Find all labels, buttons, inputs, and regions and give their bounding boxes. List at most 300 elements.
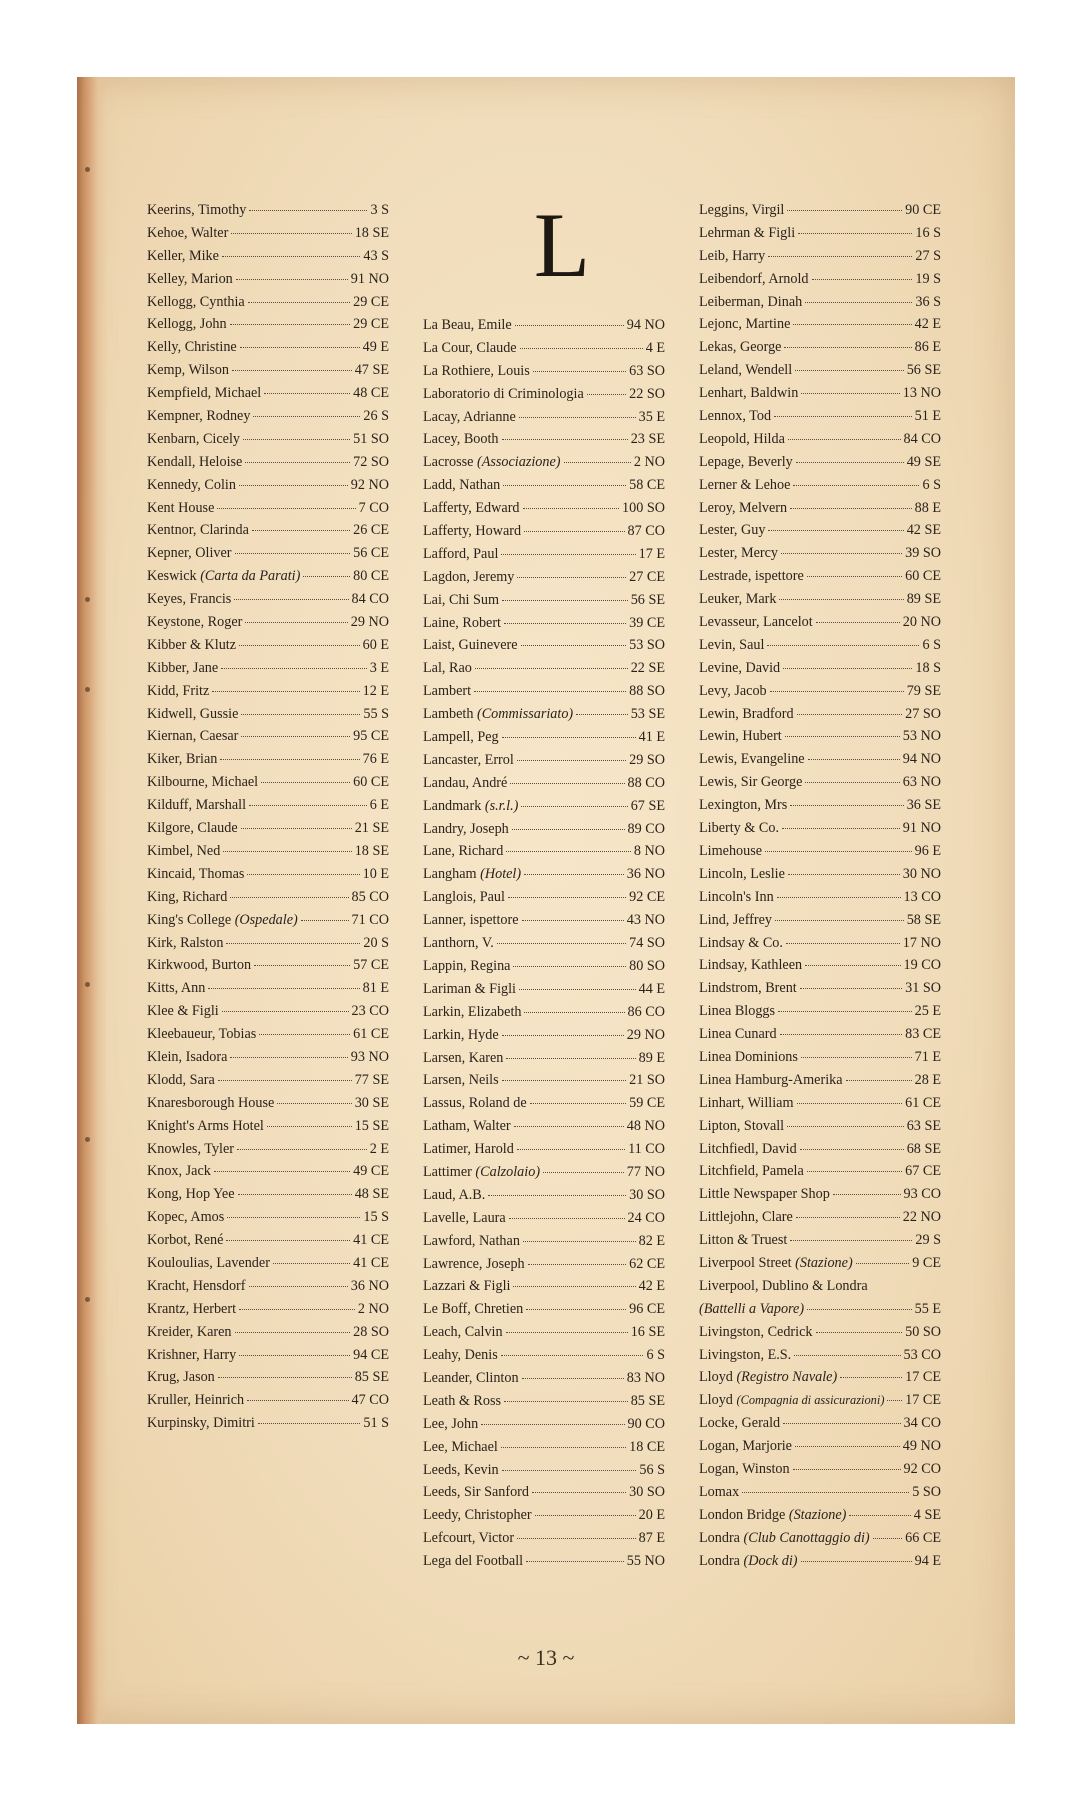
dot-leader bbox=[797, 1103, 903, 1104]
index-entry bbox=[699, 359, 941, 382]
dot-leader bbox=[800, 1149, 904, 1150]
entry-map-reference: 9 CE bbox=[912, 1254, 941, 1271]
entry-name-text: Londra bbox=[699, 1529, 740, 1546]
entry-name bbox=[699, 1023, 777, 1046]
entry-name-text: Ladd, Nathan bbox=[423, 477, 501, 494]
dot-leader bbox=[526, 1561, 624, 1562]
entry-name bbox=[423, 1207, 506, 1230]
dot-leader bbox=[517, 577, 626, 578]
index-entry bbox=[423, 886, 665, 909]
dot-leader bbox=[787, 1126, 904, 1127]
entry-map-reference: 94 NO bbox=[626, 317, 665, 333]
entry-name-text: Latham, Walter bbox=[423, 1118, 511, 1135]
dot-leader bbox=[782, 828, 900, 829]
entry-name-text: Kimbel, Ned bbox=[147, 842, 221, 859]
entry-name-text: Kibber & Klutz bbox=[147, 636, 237, 653]
entry-qualifier: (Stazione) bbox=[788, 1506, 847, 1523]
entry-name bbox=[147, 680, 209, 703]
dot-leader bbox=[796, 462, 904, 463]
entry-map-reference: 42 SE bbox=[906, 522, 941, 539]
dot-leader bbox=[488, 1195, 626, 1196]
entry-map-reference: 23 CO bbox=[351, 1003, 389, 1020]
entry-name bbox=[147, 199, 246, 222]
dot-leader bbox=[808, 759, 900, 760]
entry-name-text: Lehrman & Figli bbox=[699, 224, 796, 241]
entry-name-text: Levine, David bbox=[699, 659, 781, 676]
entry-map-reference: 85 SE bbox=[354, 1369, 389, 1386]
entry-name-text: La Beau, Emile bbox=[423, 317, 512, 333]
index-entry bbox=[423, 1459, 665, 1482]
index-entry bbox=[699, 1481, 941, 1504]
entry-name-text: Landmark bbox=[423, 797, 482, 814]
stain-mark bbox=[85, 1137, 90, 1142]
entry-name bbox=[147, 1183, 235, 1206]
entry-map-reference: 89 E bbox=[638, 1049, 665, 1066]
index-column-2 bbox=[423, 314, 665, 1573]
dot-leader bbox=[232, 370, 352, 371]
entry-map-reference: 86 CO bbox=[627, 1003, 665, 1020]
entry-name bbox=[699, 1229, 787, 1252]
entry-map-reference: 49 SE bbox=[906, 453, 941, 470]
entry-map-reference: 18 CE bbox=[629, 1438, 665, 1455]
entry-name bbox=[147, 1275, 246, 1298]
stain-mark bbox=[85, 1297, 90, 1302]
dot-leader bbox=[564, 462, 631, 463]
index-entry bbox=[147, 1252, 389, 1275]
dot-leader bbox=[801, 393, 899, 394]
entry-name-text: Lewis, Sir George bbox=[699, 774, 803, 791]
index-entry bbox=[699, 611, 941, 634]
dot-leader bbox=[512, 829, 625, 830]
entry-name bbox=[423, 1504, 532, 1527]
entry-name bbox=[699, 1458, 790, 1481]
dot-leader bbox=[805, 965, 900, 966]
index-entry bbox=[147, 817, 389, 840]
entry-map-reference: 55 S bbox=[363, 705, 389, 722]
index-entry bbox=[423, 955, 665, 978]
index-entry bbox=[423, 1298, 665, 1321]
entry-name bbox=[423, 886, 505, 909]
entry-map-reference: 88 E bbox=[914, 499, 941, 516]
index-entry bbox=[699, 680, 941, 703]
entry-map-reference: 88 SO bbox=[629, 683, 665, 700]
dot-leader bbox=[833, 1194, 901, 1195]
entry-name-text: Levy, Jacob bbox=[699, 682, 767, 699]
entry-name-text: Livingston, Cedrick bbox=[699, 1323, 813, 1340]
index-entry bbox=[423, 795, 665, 818]
dot-leader bbox=[227, 1217, 360, 1218]
entry-map-reference: 51 SO bbox=[353, 430, 389, 447]
entry-name-text: Lariman & Figli bbox=[423, 980, 516, 997]
entry-name-text: Klee & Figli bbox=[147, 1003, 219, 1020]
dot-leader bbox=[249, 210, 367, 211]
entry-qualifier: (Associazione) bbox=[476, 454, 561, 471]
dot-leader bbox=[267, 1126, 352, 1127]
dot-leader bbox=[533, 371, 626, 372]
entry-name bbox=[147, 840, 220, 863]
entry-map-reference: 62 CE bbox=[629, 1255, 665, 1272]
entry-name-text: Kellogg, John bbox=[147, 316, 227, 333]
entry-name bbox=[699, 245, 765, 268]
entry-name-text: Kiernan, Caesar bbox=[147, 728, 239, 745]
entry-map-reference: 29 SO bbox=[629, 751, 665, 768]
entry-name-text: Laboratorio di Criminologia bbox=[423, 385, 584, 402]
index-entry bbox=[423, 1047, 665, 1070]
index-entry bbox=[147, 245, 389, 268]
entry-name-text: Kirk, Ralston bbox=[147, 934, 224, 951]
entry-name bbox=[423, 932, 494, 955]
entry-name-text: Krishner, Harry bbox=[147, 1346, 237, 1363]
entry-map-reference: 29 NO bbox=[626, 1026, 665, 1043]
entry-name bbox=[147, 1069, 215, 1092]
entry-map-reference: 2 E bbox=[369, 1140, 389, 1157]
entry-name bbox=[699, 1115, 784, 1138]
dot-leader bbox=[777, 897, 901, 898]
entry-map-reference: 57 CE bbox=[353, 957, 389, 974]
entry-name bbox=[423, 1436, 498, 1459]
entry-name bbox=[147, 1046, 227, 1069]
entry-name bbox=[147, 382, 261, 405]
dot-leader bbox=[239, 1355, 350, 1356]
dot-leader bbox=[222, 1011, 349, 1012]
index-entry bbox=[147, 359, 389, 382]
entry-name bbox=[699, 382, 798, 405]
entry-name bbox=[147, 1092, 274, 1115]
entry-name bbox=[147, 932, 223, 955]
entry-name bbox=[423, 1344, 498, 1367]
dot-leader bbox=[775, 920, 904, 921]
index-entry bbox=[699, 1252, 941, 1275]
entry-map-reference: 42 E bbox=[914, 316, 941, 333]
entry-map-reference: 13 CO bbox=[903, 888, 941, 905]
dot-leader bbox=[234, 599, 348, 600]
dot-leader bbox=[513, 1286, 635, 1287]
entry-name-text: Linhart, William bbox=[699, 1094, 794, 1111]
entry-map-reference: 42 E bbox=[638, 1278, 665, 1295]
index-entry bbox=[423, 1001, 665, 1024]
entry-map-reference: 96 CE bbox=[629, 1301, 665, 1318]
dot-leader bbox=[526, 1309, 626, 1310]
entry-name-text: La Rothiere, Louis bbox=[423, 362, 530, 379]
dot-leader bbox=[212, 691, 359, 692]
dot-leader bbox=[506, 851, 631, 852]
entry-name bbox=[423, 1459, 499, 1482]
entry-map-reference: 20 S bbox=[363, 934, 389, 951]
dot-leader bbox=[230, 897, 348, 898]
index-entry bbox=[423, 978, 665, 1001]
entry-name bbox=[699, 451, 793, 474]
dot-leader bbox=[797, 714, 903, 715]
entry-map-reference: 93 CO bbox=[903, 1186, 941, 1203]
dot-leader bbox=[532, 1492, 626, 1493]
entry-map-reference: 30 SO bbox=[629, 1186, 665, 1203]
entry-name bbox=[423, 474, 500, 497]
entry-map-reference: 29 CE bbox=[353, 293, 389, 310]
index-entry bbox=[147, 313, 389, 336]
entry-map-reference: 20 E bbox=[638, 1507, 665, 1524]
entry-name bbox=[423, 337, 517, 360]
dot-leader bbox=[790, 805, 903, 806]
dot-leader bbox=[798, 233, 912, 234]
entry-map-reference: 26 S bbox=[363, 408, 389, 425]
entry-name-text: Levasseur, Lancelot bbox=[699, 614, 813, 631]
entry-name-text: Leach, Calvin bbox=[423, 1324, 503, 1341]
dot-leader bbox=[524, 1012, 624, 1013]
index-entry bbox=[147, 932, 389, 955]
dot-leader bbox=[887, 1400, 902, 1401]
entry-map-reference: 2 NO bbox=[633, 454, 665, 471]
entry-name bbox=[147, 542, 232, 565]
index-entry bbox=[699, 909, 941, 932]
dot-leader bbox=[241, 828, 352, 829]
entry-name-text: King's College bbox=[147, 911, 232, 928]
index-entry bbox=[147, 1000, 389, 1023]
entry-map-reference: 84 CO bbox=[351, 591, 389, 608]
entry-map-reference: 10 E bbox=[362, 865, 389, 882]
dot-leader bbox=[519, 989, 636, 990]
entry-name-text: Knaresborough House bbox=[147, 1094, 275, 1111]
stain-mark bbox=[85, 597, 90, 602]
index-entry bbox=[423, 1207, 665, 1230]
index-entry bbox=[147, 1023, 389, 1046]
index-entry bbox=[699, 1206, 941, 1229]
entry-name-text: Lacay, Adrianne bbox=[423, 408, 516, 425]
entry-name-text: Lindstrom, Brent bbox=[699, 980, 797, 997]
entry-map-reference: 41 CE bbox=[353, 1254, 389, 1271]
section-letter: L bbox=[533, 194, 591, 296]
dot-leader bbox=[503, 485, 626, 486]
dot-leader bbox=[535, 1515, 636, 1516]
entry-map-reference: 13 NO bbox=[902, 385, 941, 402]
entry-name bbox=[147, 725, 238, 748]
entry-map-reference: 60 CE bbox=[905, 568, 941, 585]
entry-map-reference: 51 S bbox=[363, 1415, 389, 1432]
index-entry bbox=[423, 863, 665, 886]
entry-name-text: Lestrade, ispettore bbox=[699, 568, 804, 585]
index-entry bbox=[423, 772, 665, 795]
dot-leader bbox=[208, 988, 359, 989]
entry-name bbox=[147, 1389, 244, 1412]
dot-leader bbox=[528, 1264, 626, 1265]
dot-leader bbox=[277, 1103, 351, 1104]
entry-map-reference: 29 S bbox=[915, 1232, 941, 1249]
entry-name-text: Leahy, Denis bbox=[423, 1347, 498, 1364]
index-entry bbox=[147, 1138, 389, 1161]
entry-name bbox=[147, 222, 228, 245]
index-entry bbox=[699, 428, 941, 451]
index-entry bbox=[699, 313, 941, 336]
index-entry bbox=[699, 588, 941, 611]
index-entry bbox=[699, 1275, 941, 1298]
index-entry bbox=[147, 909, 389, 932]
entry-name bbox=[147, 565, 300, 588]
entry-name-text: London Bridge bbox=[699, 1506, 786, 1523]
entry-map-reference: 96 E bbox=[914, 842, 941, 859]
entry-qualifier: (Calzolaio) bbox=[475, 1163, 541, 1180]
entry-name bbox=[423, 406, 516, 429]
entry-name bbox=[699, 1298, 804, 1321]
entry-map-reference: 85 SE bbox=[630, 1392, 665, 1409]
entry-qualifier: (s.r.l.) bbox=[484, 797, 519, 814]
dot-leader bbox=[779, 599, 903, 600]
entry-map-reference: 5 SO bbox=[912, 1483, 941, 1500]
entry-name bbox=[699, 1527, 870, 1550]
entry-name bbox=[699, 405, 771, 428]
entry-map-reference: 36 SE bbox=[906, 797, 941, 814]
index-entry bbox=[423, 1024, 665, 1047]
entry-name-text: Lindsay & Co. bbox=[699, 934, 783, 951]
entry-name bbox=[699, 703, 794, 726]
entry-name-text: Larkin, Elizabeth bbox=[423, 1003, 522, 1020]
stain-mark bbox=[85, 982, 90, 987]
entry-map-reference: 66 CE bbox=[905, 1529, 941, 1546]
entry-name-text: Lewis, Evangeline bbox=[699, 751, 805, 768]
entry-name bbox=[147, 1252, 270, 1275]
entry-name bbox=[423, 1321, 503, 1344]
index-entry bbox=[699, 1229, 941, 1252]
entry-name bbox=[423, 1550, 523, 1573]
entry-name-text: Laine, Robert bbox=[423, 614, 502, 631]
entry-map-reference: 95 CE bbox=[353, 728, 389, 745]
index-entry bbox=[147, 1092, 389, 1115]
index-entry bbox=[699, 1366, 941, 1389]
dot-leader bbox=[245, 622, 347, 623]
entry-qualifier: (Carta da Parati) bbox=[200, 568, 301, 585]
entry-name bbox=[147, 1138, 234, 1161]
dot-leader bbox=[474, 691, 626, 692]
index-column-1 bbox=[147, 199, 389, 1435]
index-entry bbox=[423, 1436, 665, 1459]
entry-name-text: Linea Cunard bbox=[699, 1026, 777, 1043]
entry-name bbox=[423, 840, 503, 863]
entry-name-text: Kilgore, Claude bbox=[147, 820, 238, 837]
entry-name-text: Lanner, ispettore bbox=[423, 912, 519, 929]
index-entry bbox=[147, 1069, 389, 1092]
entry-name bbox=[423, 657, 472, 680]
dot-leader bbox=[245, 462, 350, 463]
index-entry bbox=[423, 726, 665, 749]
entry-name-text: Lappin, Regina bbox=[423, 957, 511, 974]
dot-leader bbox=[502, 737, 636, 738]
entry-name-text: Kouloulias, Lavender bbox=[147, 1254, 270, 1271]
entry-map-reference: 43 S bbox=[363, 247, 389, 264]
entry-name-text: Keerins, Timothy bbox=[147, 202, 247, 218]
index-entry bbox=[423, 1481, 665, 1504]
dot-leader bbox=[517, 1149, 625, 1150]
entry-name bbox=[423, 1413, 478, 1436]
index-entry bbox=[147, 428, 389, 451]
entry-name bbox=[423, 1390, 501, 1413]
dot-leader bbox=[230, 1057, 347, 1058]
entry-name-text: Linea Hamburg-Amerika bbox=[699, 1071, 843, 1088]
entry-map-reference: 30 SE bbox=[354, 1094, 389, 1111]
entry-map-reference: 77 NO bbox=[626, 1163, 665, 1180]
entry-map-reference: 41 CE bbox=[353, 1232, 389, 1249]
index-entry bbox=[147, 519, 389, 542]
entry-map-reference: 76 E bbox=[362, 751, 389, 768]
dot-leader bbox=[543, 1172, 624, 1173]
entry-name bbox=[699, 1000, 775, 1023]
dot-leader bbox=[765, 851, 912, 852]
dot-leader bbox=[856, 1263, 910, 1264]
entry-qualifier: (Stazione) bbox=[795, 1254, 853, 1271]
entry-name-text: Leath & Ross bbox=[423, 1392, 502, 1409]
entry-name bbox=[699, 1160, 804, 1183]
entry-map-reference: 26 CE bbox=[353, 522, 389, 539]
entry-name bbox=[699, 863, 785, 886]
entry-name bbox=[699, 1389, 884, 1412]
dot-leader bbox=[506, 1058, 635, 1059]
entry-name-text: Lincoln's Inn bbox=[699, 888, 774, 905]
index-entry bbox=[699, 291, 941, 314]
index-entry bbox=[147, 771, 389, 794]
dot-leader bbox=[509, 1218, 625, 1219]
entry-name bbox=[147, 817, 238, 840]
entry-name-text: Lambeth bbox=[423, 706, 474, 723]
entry-map-reference: 17 NO bbox=[902, 934, 941, 951]
dot-leader bbox=[221, 668, 367, 669]
dot-leader bbox=[515, 325, 624, 326]
entry-name bbox=[423, 1298, 523, 1321]
entry-name-text: Leib, Harry bbox=[699, 247, 766, 264]
entry-map-reference: 18 SE bbox=[354, 842, 389, 859]
entry-name bbox=[699, 1138, 797, 1161]
entry-name-text: Lefcourt, Victor bbox=[423, 1530, 515, 1547]
index-entry bbox=[699, 336, 941, 359]
entry-qualifier: (Ospedale) bbox=[234, 911, 298, 928]
index-entry bbox=[699, 977, 941, 1000]
entry-map-reference: 25 E bbox=[914, 1003, 941, 1020]
entry-name bbox=[699, 771, 802, 794]
entry-name bbox=[147, 1115, 264, 1138]
index-entry bbox=[423, 497, 665, 520]
entry-name-text: Kiker, Brian bbox=[147, 751, 218, 768]
entry-name-text: King, Richard bbox=[147, 888, 228, 905]
index-entry bbox=[147, 840, 389, 863]
entry-qualifier: (Registro Navale) bbox=[736, 1369, 838, 1386]
dot-leader bbox=[223, 851, 351, 852]
index-entry bbox=[147, 268, 389, 291]
entry-name-text: Litchfield, Pamela bbox=[699, 1163, 804, 1180]
stain-mark bbox=[85, 167, 90, 172]
entry-name bbox=[147, 703, 238, 726]
entry-name bbox=[423, 726, 499, 749]
entry-map-reference: 20 NO bbox=[902, 614, 941, 631]
index-entry bbox=[699, 382, 941, 405]
dot-leader bbox=[504, 623, 626, 624]
dot-leader bbox=[805, 782, 899, 783]
dot-leader bbox=[793, 485, 919, 486]
index-entry bbox=[699, 932, 941, 955]
entry-name-text: Kenbarn, Cicely bbox=[147, 430, 240, 447]
entry-name bbox=[699, 1504, 846, 1527]
index-entry bbox=[423, 428, 665, 451]
dot-leader bbox=[235, 553, 351, 554]
entry-name bbox=[699, 313, 790, 336]
dot-leader bbox=[222, 256, 360, 257]
index-entry bbox=[423, 909, 665, 932]
entry-map-reference: 3 E bbox=[369, 659, 389, 676]
entry-name-text: Lavelle, Laura bbox=[423, 1209, 506, 1226]
entry-name bbox=[699, 428, 785, 451]
entry-name bbox=[147, 1160, 211, 1183]
entry-map-reference: 94 E bbox=[914, 1552, 941, 1569]
entry-name-text: Keystone, Roger bbox=[147, 614, 243, 631]
entry-map-reference: 53 CO bbox=[903, 1346, 941, 1363]
entry-name bbox=[699, 909, 772, 932]
entry-name-text: Kempfield, Michael bbox=[147, 385, 262, 402]
entry-map-reference: 27 CE bbox=[629, 568, 665, 585]
